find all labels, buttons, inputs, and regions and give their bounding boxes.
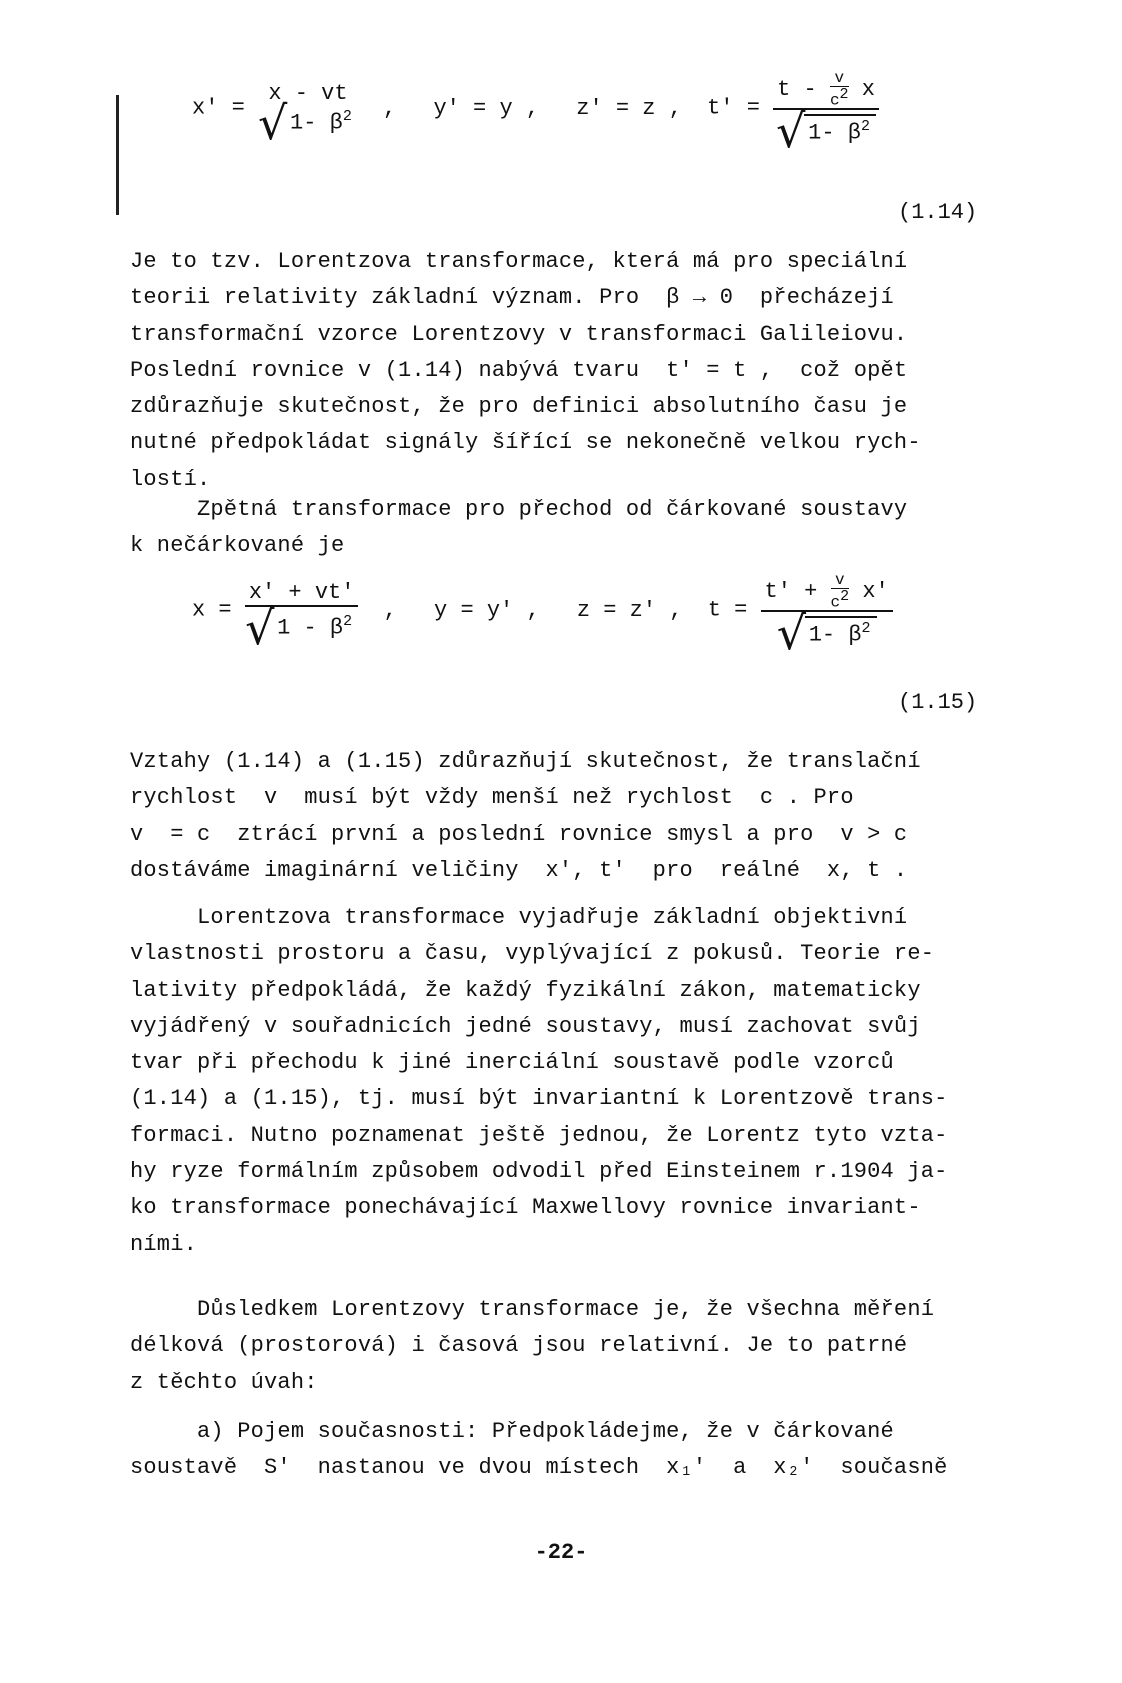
equation-1-14	[192, 69, 879, 159]
eq1-z: z' = z ,	[576, 95, 682, 121]
eq1-x-lhs: x' =	[192, 95, 245, 121]
eq1-t-sqrt	[776, 104, 876, 159]
eq2-t-fraction	[761, 571, 893, 661]
eq2-t-denominator	[761, 606, 893, 661]
eq1-t-denominator	[773, 104, 879, 159]
equation-number-1-14: (1.14)	[898, 200, 978, 225]
eq2-x-exponent: 2	[343, 612, 353, 630]
eq2-z: z = z' ,	[576, 597, 683, 623]
eq1-c: c	[829, 91, 840, 110]
eq2-v: v	[831, 572, 850, 589]
eq2-x-fraction	[245, 579, 359, 655]
eq1-x-radicand: 1- β	[290, 109, 343, 135]
eq1-t-numerator	[773, 70, 879, 108]
eq1-x-exponent: 2	[342, 107, 352, 125]
eq1-v-over-c2	[830, 70, 849, 108]
eq2-x-lhs: x =	[192, 597, 232, 623]
eq2-x-denominator	[245, 600, 359, 655]
eq2-t-lhs: t =	[707, 597, 748, 623]
paragraph-1: Je to tzv. Lorentzova transformace, která má pro speciální teorii relativity základní význam. Pro β → 0 přecházejí transformační vzorce Lorentzovy v transformaci Galileiovu. Poslední rovnice v (1.14) nabývá tvaru t' = t , což opět zdůrazňuje skutečnost, že pro definici absolutního času je nutné předpokládat signály šířící se nekonečně velkou rych- lostí.	[130, 249, 921, 492]
equation-1-15	[192, 571, 893, 661]
eq2-t-numerator	[761, 572, 893, 610]
paragraph-5: Důsledkem Lorentzovy transformace je, že všechna měření délková (prostorová) i časová jsou relativní. Je to patrné z těchto úvah:	[130, 1297, 935, 1395]
eq1-t-fraction	[773, 69, 879, 159]
eq2-x-sqrt	[245, 600, 358, 655]
eq1-x-numerator: x - vt	[268, 80, 348, 106]
eq1-t-lhs: t' =	[707, 95, 760, 121]
eq2-x-numerator: x' + vt'	[248, 579, 355, 605]
eq2-t-radicand: 1- β	[808, 622, 862, 648]
sqrt-icon: √	[776, 104, 806, 159]
eq2-t-sqrt	[776, 606, 877, 661]
eq2-c: c	[830, 593, 841, 612]
eq2-t-num-b: x'	[862, 578, 889, 604]
eq2-x-radicand: 1 - β	[277, 614, 344, 640]
eq1-x-sqrt	[258, 95, 358, 150]
margin-mark	[116, 95, 119, 215]
paragraph-6: a) Pojem současnosti: Předpokládejme, že v čárkované soustavě S' nastanou ve dvou místech x₁' a x₂' současně	[130, 1419, 948, 1481]
page-number: -22-	[534, 1540, 588, 1565]
eq1-t-num-b: x	[861, 76, 875, 102]
eq1-c-exponent: 2	[839, 86, 849, 103]
eq2-y: y = y' ,	[434, 597, 540, 623]
eq1-x-fraction	[258, 80, 358, 150]
paragraph-2: Zpětná transformace pro přechod od čárkované soustavy k nečárkované je	[130, 497, 908, 559]
equation-number-1-15: (1.15)	[898, 690, 978, 715]
eq2-c-exponent: 2	[840, 588, 850, 605]
eq2-v-over-c2	[831, 572, 850, 610]
eq1-t-radicand: 1- β	[808, 120, 861, 146]
sqrt-icon: √	[258, 95, 288, 150]
paragraph-3: Vztahy (1.14) a (1.15) zdůrazňují skutečnost, že translační rychlost v musí být vždy menší než rychlost c . Pro v = c ztrácí první a poslední rovnice smysl a pro v > c dostáváme imaginární veličiny x', t' pro reálné x, t .	[130, 749, 921, 883]
eq1-sep: ,	[383, 95, 397, 121]
eq2-t-exponent: 2	[861, 620, 871, 638]
eq1-y: y' = y ,	[433, 95, 540, 121]
sqrt-icon: √	[776, 606, 807, 661]
paragraph-4: Lorentzova transformace vyjadřuje základní objektivní vlastnosti prostoru a času, vyplývající z pokusů. Teorie re- lativity předpokládá, že každý fyzikální zákon, matematicky vyjádřený v souřadnicích jedné soustavy, musí zachovat svůj tvar při přechodu k jiné inerciální soustavě podle vzorců (1.14) a (1.15), tj. musí být invariantní k Lorentzově trans- formaci. Nutno poznamenat ještě jednou, že Lorentz tyto vzta- hy ryze formálním způsobem odvodil před Einsteinem r.1904 ja- ko transformace ponechávající Maxwellovy rovnice invariant- ními.	[130, 905, 948, 1257]
eq1-t-exponent: 2	[860, 118, 870, 136]
eq2-sep: ,	[383, 597, 397, 623]
eq1-t-num-a: t -	[777, 76, 817, 102]
eq2-t-num-a: t' +	[764, 578, 818, 604]
sqrt-icon: √	[245, 600, 275, 655]
eq1-v: v	[830, 70, 849, 87]
